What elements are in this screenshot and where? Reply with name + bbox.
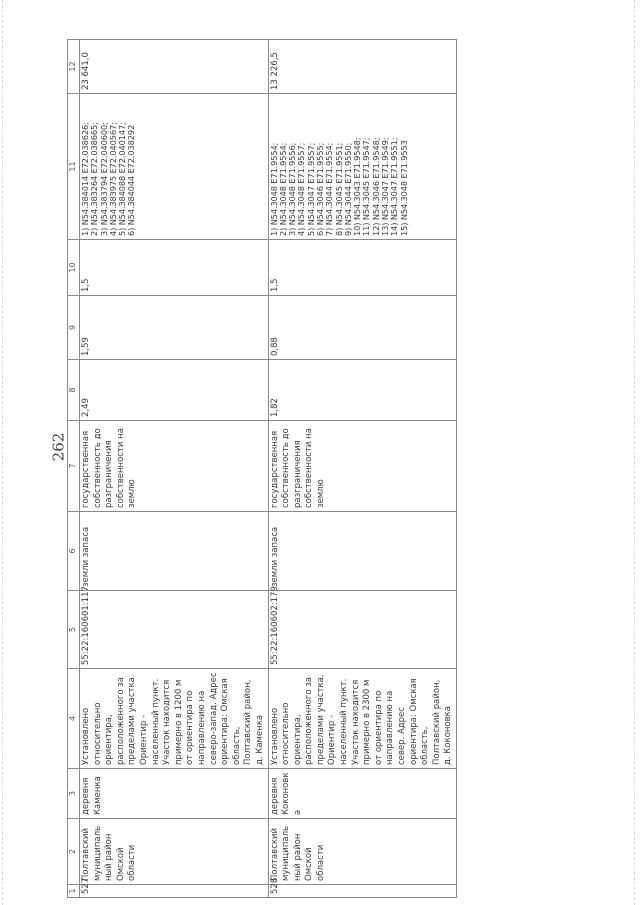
coordinate-line: 6) N54.384044 E72.038292 — [126, 124, 137, 236]
coordinate-line: 4) N54.3048 E71.9557; — [296, 142, 307, 236]
col-header-4: 4 — [68, 669, 80, 769]
table-row — [268, 40, 457, 898]
coordinate-line: 15) N54.3048 E71.9553 — [398, 140, 409, 236]
row-number: 528 — [268, 885, 457, 898]
col-header-1: 1 — [68, 885, 80, 898]
col-header-5: 5 — [68, 591, 80, 669]
land-category-cell: земли запаса — [268, 512, 457, 591]
location-cell: Установлено относительно ориентира, расположенного за пределами участка. Ориентир - населенный пункт. Участок находится примерно в 1200 м от ориентира по направлению на северо-запад. Адрес ориентира: Омская область, Полтавский район, д. Каменка — [80, 669, 269, 769]
coordinate-line: 3) N54.383794 E72.040600; — [98, 122, 109, 236]
district-cell: Полтавский муниципальный район Омской области — [80, 819, 269, 885]
settlement-cell: деревня Каменка — [80, 769, 269, 819]
land-category-cell: земли запаса — [80, 512, 269, 591]
column-9-value: 1,59 — [80, 296, 269, 360]
coordinate-line: 5) N54.3047 E71.9557; — [305, 142, 316, 236]
coordinate-line: 1) N54.3048 E71.9554; — [268, 142, 279, 236]
page-number: 262 — [49, 432, 68, 462]
coordinate-line: 2) N54.3048 E71.9554; — [277, 142, 288, 236]
coordinate-line: 8) N54.3045 E71.9551; — [333, 142, 344, 236]
coordinate-line: 13) N54.3047 E71.9549; — [380, 137, 391, 236]
cadastral-number-cell: 55:22:160601:117 — [80, 591, 269, 669]
column-number-row — [68, 40, 80, 898]
col-header-8: 8 — [68, 360, 80, 421]
column-12-value: 13 226,5 — [268, 40, 457, 94]
col-header-11: 11 — [68, 94, 80, 240]
left-edge-line — [2, 0, 3, 905]
land-plots-table — [67, 39, 457, 898]
coordinate-line: 11) N54.3045 E71.9547; — [361, 137, 372, 236]
col-header-12: 12 — [68, 40, 80, 94]
ownership-cell: государственная собственность до разграничения собственности на землю — [80, 421, 269, 512]
right-edge-line — [634, 0, 635, 905]
ownership-cell: государственная собственность до разграничения собственности на землю — [268, 421, 457, 512]
coordinate-line: 10) N54.3043 E71.9548; — [352, 137, 363, 236]
column-8-value: 2,49 — [80, 360, 269, 421]
coordinate-line: 9) N54.3044 E71.9550; — [342, 142, 353, 236]
coordinate-line: 2) N54.383264 E72.038665; — [89, 122, 100, 236]
column-10-value: 1,5 — [80, 240, 269, 296]
table-row — [80, 40, 269, 898]
coordinate-line: 4) N54.383975 E72.040567; — [107, 122, 118, 236]
coordinate-line: 7) N54.3044 E71.9554; — [324, 142, 335, 236]
rotated-page-area — [67, 40, 454, 898]
coordinates-cell — [80, 94, 269, 240]
col-header-7: 7 — [68, 421, 80, 512]
coordinate-line: 6) N54.3046 E71.9555; — [314, 142, 325, 236]
coordinate-line: 3) N54.3048 E71.9556; — [287, 142, 298, 236]
col-header-6: 6 — [68, 512, 80, 591]
col-header-3: 3 — [68, 769, 80, 819]
coordinate-line: 12) N54.3046 E71.9548; — [370, 137, 381, 236]
col-header-2: 2 — [68, 819, 80, 885]
cadastral-number-cell: 55:22:160602:179 — [268, 591, 457, 669]
column-9-value: 0,88 — [268, 296, 457, 360]
settlement-cell: деревня Коконовка — [268, 769, 457, 819]
col-header-9: 9 — [68, 296, 80, 360]
coordinate-line: 1) N54.384014 E72.038626; — [80, 122, 90, 236]
column-8-value: 1,82 — [268, 360, 457, 421]
location-cell: Установлено относительно ориентира, расположенного за пределами участка. Ориентир - населенный пункт. Участок находится примерно в 2300 м от ориентира по направлению на север. Адрес ориентира: Омская область, Полтавский район, д. Коконовка — [268, 669, 457, 769]
row-number: 527 — [80, 885, 269, 898]
coordinate-line: 14) N54.3047 E71.9551; — [389, 137, 400, 236]
coordinate-line: 5) N54.384088 E72.040147; — [117, 122, 128, 236]
coordinates-cell — [268, 94, 457, 240]
column-10-value: 1,5 — [268, 240, 457, 296]
district-cell: Полтавский муниципальный район Омской области — [268, 819, 457, 885]
column-12-value: 23 641,0 — [80, 40, 269, 94]
col-header-10: 10 — [68, 240, 80, 296]
